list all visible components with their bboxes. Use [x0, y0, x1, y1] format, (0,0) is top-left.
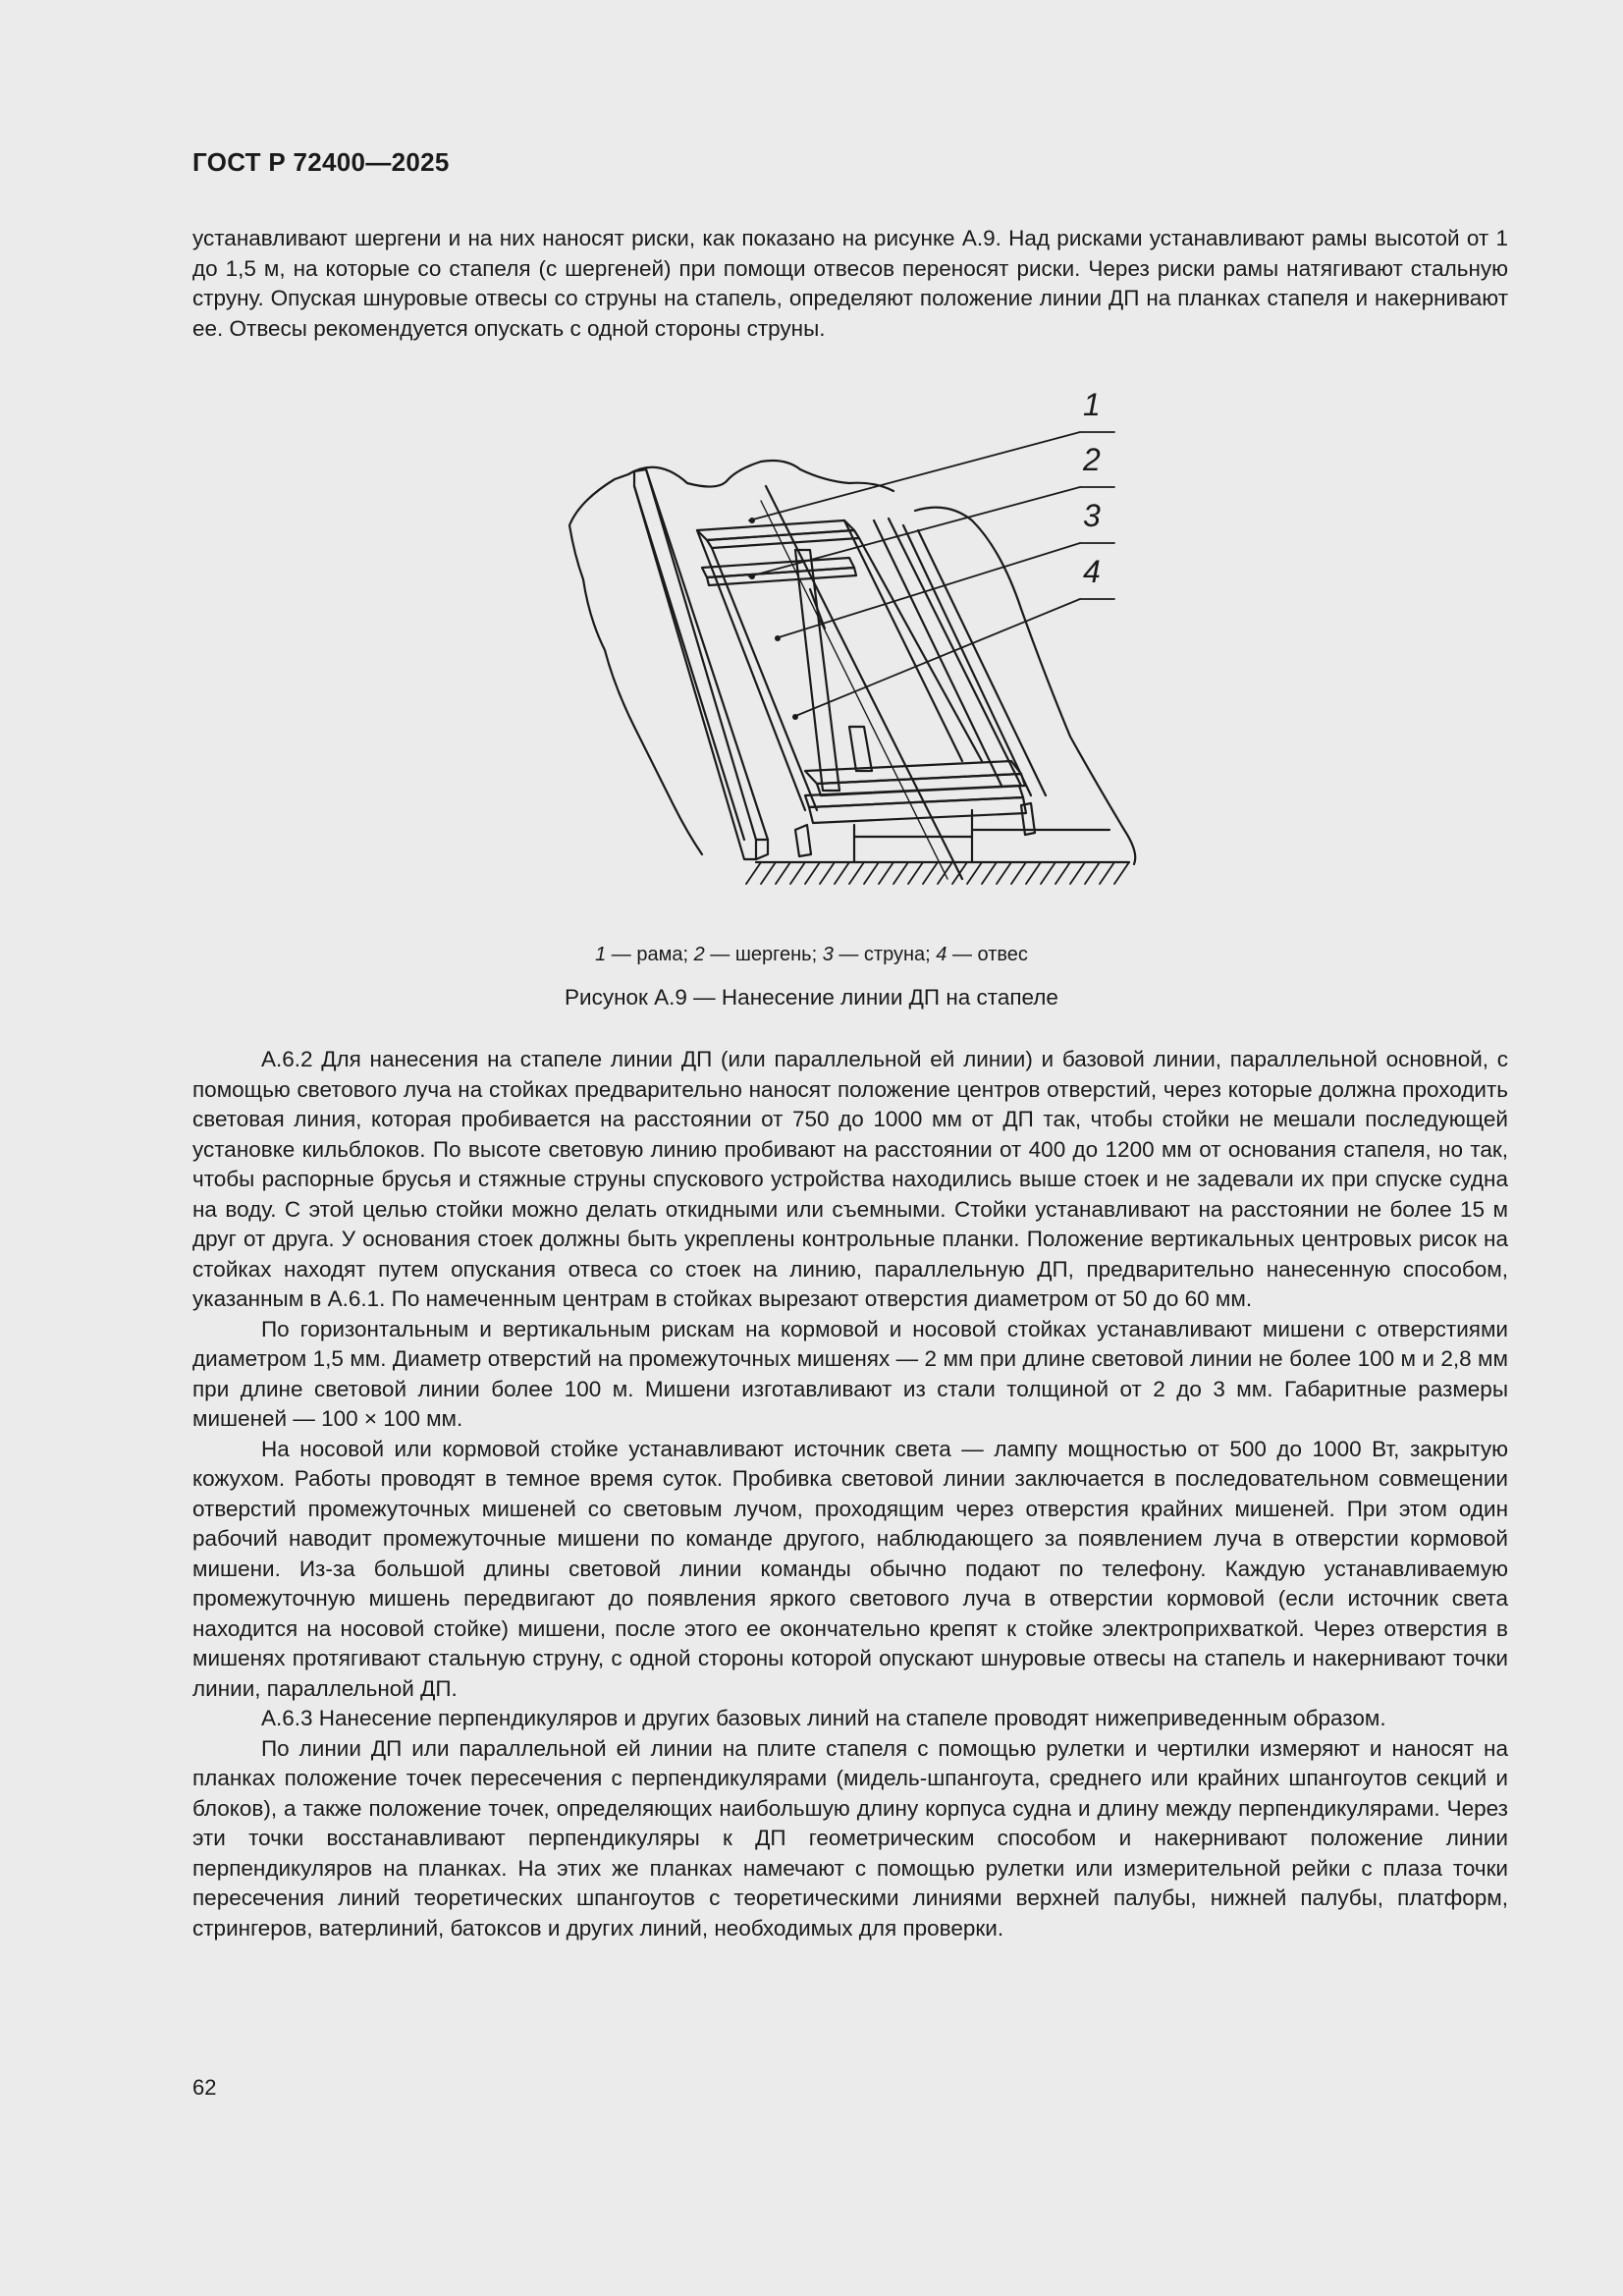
- figure-label-3: 3: [1083, 498, 1101, 533]
- leader-arrows: [749, 518, 798, 720]
- legend-text: — рама;: [606, 944, 694, 965]
- intro-paragraph: [192, 224, 1508, 344]
- figure-label-2: 2: [1083, 442, 1101, 477]
- page-number: 62: [192, 2075, 217, 2100]
- base-hatching: [746, 862, 1129, 884]
- ground-outline-top: [628, 461, 893, 491]
- legend-num: 3: [822, 944, 834, 965]
- body-text: [192, 1045, 1508, 1943]
- legend-text: — струна;: [833, 944, 937, 965]
- legend-num: 2: [693, 944, 705, 965]
- paragraph: устанавливают шергени и на них наносят риски, как показано на рисунке А.9. Над рисками устанавливают рамы высотой от 1 до 1,5 м, на которые со стапеля (с шергеней) при помощи отвесов переносят риски. Через риски рамы натягивают стальную струну. Опуская шнуровые отвесы со струны на стапель, определяют положение линии ДП на планках стапеля и накернивают ее. Отвесы рекомендуется опускать с одной стороны струны.: [192, 226, 1508, 341]
- frame-bottom: [795, 761, 1109, 862]
- figure-label-1: 1: [1083, 387, 1101, 422]
- legend-text: — шергень;: [704, 944, 823, 965]
- paragraph: По линии ДП или параллельной ей линии на плите стапеля с помощью рулетки и чертилки измеряют и наносят на планках положение точек пересечения с перпендикулярами (мидель-шпангоута, среднего или крайних шпангоутов секций и блоков), а также положение точек, определяющих наибольшую длину корпуса судна и длину между перпендикулярами. Через эти точки восстанавливают перпендикуляры к ДП геометрическим способом и накернивают положение линии перпендикуляров на планках. На этих же планках намечают с помощью рулетки или измерительной рейки с плаза точки пересечения линий теоретических шпангоутов с теоретическими линиями верхней палубы, нижней палубы, платформ, стрингеров, ватерлиний, батоксов и других линий, необходимых для проверки.: [192, 1735, 1508, 1941]
- figure-a9-drawing: [560, 387, 1149, 913]
- frame-posts: [795, 550, 872, 791]
- leader-lines: [749, 432, 1114, 717]
- legend-text: — отвес: [947, 944, 1028, 965]
- legend-num: 4: [936, 944, 947, 965]
- figure-label-4: 4: [1083, 554, 1101, 589]
- figure-legend: [0, 944, 1623, 966]
- slipway-drawing: [560, 393, 1149, 913]
- paragraph: По горизонтальным и вертикальным рискам на кормовой и носовой стойках устанавливают мишени с отверстиями диаметром 1,5 мм. Диаметр отверстий на промежуточных мишенях — 2 мм при длине световой линии не более 100 м и 2,8 мм при длине световой линии более 100 м. Мишени изготавливают из стали толщиной от 2 до 3 мм. Габаритные размеры мишеней — 100 × 100 мм.: [192, 1316, 1508, 1431]
- paragraph: На носовой или кормовой стойке устанавливают источник света — лампу мощностью от 500 до 1000 Вт, закрытую кожухом. Работы проводят в темное время суток. Пробивка световой линии заключается в последовательном совмещении отверстий промежуточных мишеней со световым лучом, проходящим через отверстия крайних мишеней. При этом один рабочий наводит промежуточные мишени по команде другого, наблюдающего за появлением луча в отверстии кормовой мишени. Из-за большой длины световой линии команды обычно подают по телефону. Каждую устанавливаемую промежуточную мишень передвигают до появления яркого светового луча в отверстии кормовой (если источник света находится на носовой стойке) мишени, после этого ее окончательно крепят к стойке электроприхваткой. Через отверстия в мишенях протягивают стальную струну, с одной стороны которой опускают шнуровые отвесы на стапель и накернивают точки линии, параллельной ДП.: [192, 1436, 1508, 1701]
- legend-num: 1: [595, 944, 607, 965]
- paragraph: А.6.2 Для нанесения на стапеле линии ДП (или параллельной ей линии) и базовой линии, параллельной основной, с помощью светового луча на стойках предварительно наносят положение центров отверстий, через которые должна проходить световая линия, которая пробивается на расстоянии от 750 до 1000 мм от ДП так, чтобы стойки не мешали последующей установке кильблоков. По высоте световую линию пробивают на расстоянии от 400 до 1200 мм от основания стапеля, но так, чтобы распорные брусья и стяжные струны спускового устройства находились выше стоек и не задевали их при спуске судна на воду. С этой целью стойки можно делать откидными или съемными. Стойки устанавливают на расстоянии не более 15 м друг от друга. У основания стоек должны быть укреплены контрольные планки. Положение вертикальных центровых рисок на стойках находят путем опускания отвеса со стоек на линию, параллельную ДП, предварительно нанесенную способом, указанным в А.6.1. По намеченным центрам в стойках вырезают отверстия диаметром от 50 до 60 мм.: [192, 1047, 1508, 1311]
- document-header: ГОСТ Р 72400—2025: [192, 147, 450, 177]
- paragraph: А.6.3 Нанесение перпендикуляров и других базовых линий на стапеле проводят нижеприведенным образом.: [261, 1706, 1386, 1730]
- ground-outline-left: [569, 474, 702, 854]
- figure-caption: Рисунок А.9 — Нанесение линии ДП на стапеле: [565, 985, 1058, 1010]
